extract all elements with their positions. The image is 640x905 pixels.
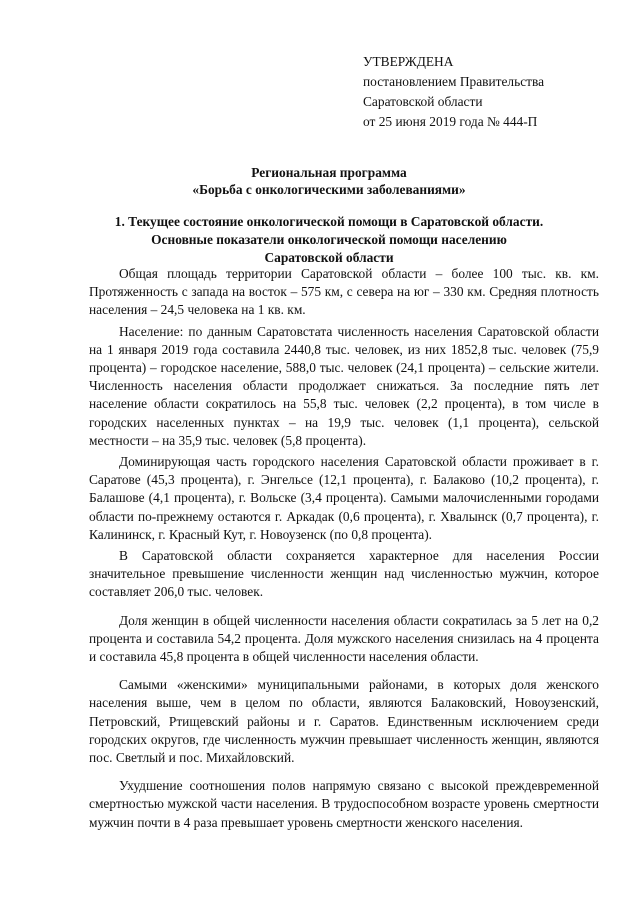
program-title-line-1: Региональная программа <box>251 165 407 180</box>
paragraph-area: Общая площадь территории Саратовской области – более 100 тыс. кв. км. Протяженность с запада на восток – 575 км, с севера на юг – 330 км. Средняя плотность населения – 24,5 человека на 1 кв. км. <box>89 266 599 318</box>
section-heading <box>60 213 598 267</box>
program-title <box>60 164 598 198</box>
section-heading-line-1: 1. Текущее состояние онкологической помощи в Саратовской области. <box>114 214 544 229</box>
paragraph-mortality: Ухудшение соотношения полов напрямую связано с высокой преждевременной смертностью мужской части населения. В трудоспособном возрасте уровень смертности мужчин почти в 4 раза превышает уровень смертности женского населения. <box>89 778 599 830</box>
paragraph-gender-excess: В Саратовской области сохраняется характерное для населения России значительное превышение численности женщин над численностью мужчин, которое составляет 206,0 тыс. человек. <box>89 548 599 600</box>
paragraph-female-districts: Самыми «женскими» муниципальными районами, в которых доля женского населения выше, чем в целом по области, являются Балаковский, Новоузенский, Петровский, Ртищевский районы и г. Саратов. Единственным исключением среди городских округов, где численность мужчин превышает численность женщин, являются пос. Светлый и пос. Михайловский. <box>89 677 599 766</box>
approval-stamp <box>363 52 544 132</box>
approval-line-4: от 25 июня 2019 года № 444-П <box>363 114 538 129</box>
program-title-line-2: «Борьба с онкологическими заболеваниями» <box>192 182 466 197</box>
approval-line-1: УТВЕРЖДЕНА <box>363 54 454 69</box>
paragraph-gender-share: Доля женщин в общей численности населения области сократилась за 5 лет на 0,2 процента и составила 54,2 процента. Доля мужского населения снизилась на 4 процента и составила 45,8 процента в общей численности населения области. <box>89 612 599 665</box>
section-heading-line-2: Основные показатели онкологической помощи населению <box>151 232 507 247</box>
paragraph-population: Население: по данным Саратовстата численность населения Саратовской области на 1 января 2019 года составила 2440,8 тыс. человек, из них 1852,8 тыс. человек (75,9 процента) – городское население, 588,0 тыс. человек (24,1 процента) – сельские жители. Численность населения области продолжает снижаться. За последние пять лет население области сократилось на 55,8 тыс. человек (2,2 процента), в том числе в городских населенных пунктах – на 19,9 тыс. человек (1,1 процента), сельской местности – на 35,9 тыс. человек (5,8 процента). <box>89 323 599 448</box>
document-body <box>89 265 599 835</box>
approval-line-3: Саратовской области <box>363 94 483 109</box>
section-heading-line-3: Саратовской области <box>264 250 394 265</box>
approval-line-2: постановлением Правительства <box>363 74 545 89</box>
paragraph-urban-distribution: Доминирующая часть городского населения Саратовской области проживает в г. Саратове (45,3 процента), г. Энгельсе (12,1 процента), г. Балаково (10,2 процента), г. Балашове (4,1 процента), г. Вольске (3,4 процента). Самыми малочисленными городами области по-прежнему остаются г. Аркадак (0,6 процента), г. Хвалынск (0,7 процента), г. Калининск, г. Красный Кут, г. Новоузенск (по 0,8 процента). <box>89 454 599 542</box>
